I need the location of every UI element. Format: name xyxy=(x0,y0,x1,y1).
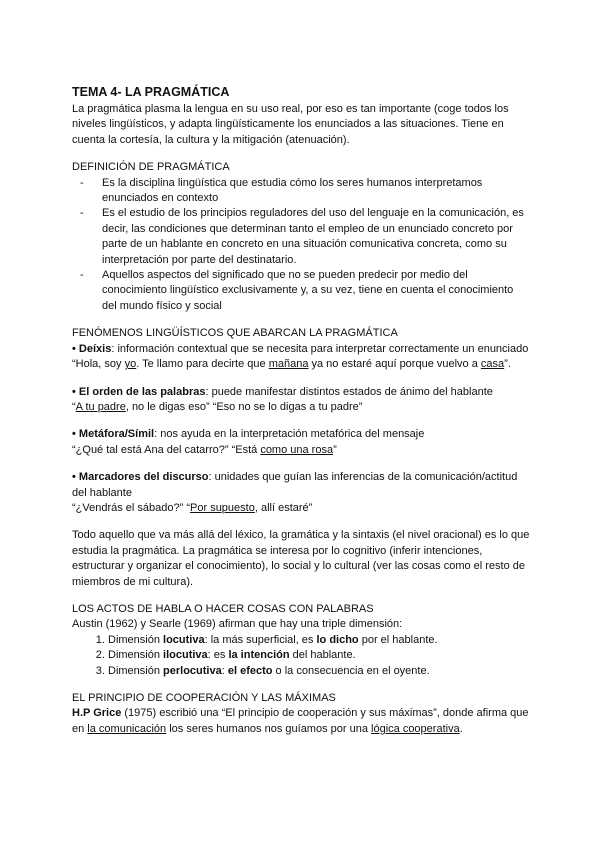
speech-act-item: 1. Dimensión locutiva: la más superficial, es lo dicho por el hablante. xyxy=(108,633,530,648)
speech-act-item: 3. Dimensión perlocutiva: el efecto o la consecuencia en el oyente. xyxy=(108,664,530,679)
order-term: • El orden de las palabras xyxy=(72,385,206,398)
summary-paragraph: Todo aquello que va más allá del léxico, la gramática y la sintaxis (el nivel oracional) es lo que estudia la pragmática. La pragmática se interesa por lo cognitivo (inferir intenciones, estructurar y organizar el conocimiento), lo social y lo cultural (ver las cosas como el resto de miembros de mi cultura). xyxy=(72,529,530,588)
definition-item: - Es la disciplina lingüística que estudia cómo los seres humanos interpretamos enunciados en contexto xyxy=(80,176,530,207)
definition-heading: DEFINICIÓN DE PRAGMÁTICA xyxy=(72,161,230,174)
definition-list xyxy=(72,176,530,315)
metaphor-example: “¿Qué tal está Ana del catarro?” “Está como una rosa” xyxy=(72,443,337,456)
deixis-term: • Deíxis xyxy=(72,342,112,355)
metaphor-term: • Metáfora/Símil xyxy=(72,428,155,441)
phenomena-heading: FENÓMENOS LINGÜÍSTICOS QUE ABARCAN LA PRAGMÁTICA xyxy=(72,327,398,340)
speech-act-item: 2. Dimensión ilocutiva: es la intención del hablante. xyxy=(108,648,530,663)
cooperation-paragraph: H.P Grice (1975) escribió una “El principio de cooperación y sus máximas”, donde afirma que en la comunicación los seres humanos nos guíamos por una lógica cooperativa. xyxy=(72,707,529,735)
speech-acts-intro: Austin (1962) y Searle (1969) afirman que hay una triple dimensión: xyxy=(72,618,403,631)
markers-example: “¿Vendrás el sábado?” “Por supuesto, allí estaré” xyxy=(72,501,313,514)
deixis-definition: • Deíxis: información contextual que se necesita para interpretar correctamente un enunciado xyxy=(72,342,529,355)
order-example: “A tu padre, no le digas eso” “Eso no se lo digas a tu padre” xyxy=(72,400,363,413)
speech-acts-list xyxy=(72,633,530,679)
speech-acts-heading: LOS ACTOS DE HABLA O HACER COSAS CON PALABRAS xyxy=(72,602,374,615)
page-title: TEMA 4- LA PRAGMÁTICA xyxy=(72,85,230,99)
intro-paragraph: La pragmática plasma la lengua en su uso real, por eso es tan importante (coge todos los niveles lingüísticos, y adapta lingüísticamente los enunciados a las situaciones. Tiene en cuenta la cortesía, la cultura y la mitigación (atenuación). xyxy=(72,103,509,146)
metaphor-definition: • Metáfora/Símil: nos ayuda en la interpretación metafórica del mensaje xyxy=(72,428,425,441)
cooperation-heading: EL PRINCIPIO DE COOPERACIÓN Y LAS MÁXIMAS xyxy=(72,692,336,704)
markers-term: • Marcadores del discurso xyxy=(72,471,209,484)
order-definition: • El orden de las palabras: puede manifestar distintos estados de ánimo del hablante xyxy=(72,385,493,398)
markers-definition: • Marcadores del discurso: unidades que guían las inferencias de la comunicación/actitud del hablante xyxy=(72,471,518,499)
deixis-example: “Hola, soy yo. Te llamo para decirte que mañana ya no estaré aquí porque vuelvo a casa”. xyxy=(72,358,511,371)
definition-item: - Aquellos aspectos del significado que no se pueden predecir por medio del conocimiento lingüístico exclusivamente y, a su vez, tiene en cuenta el conocimiento del mundo físico y social xyxy=(80,268,530,314)
definition-item: - Es el estudio de los principios reguladores del uso del lenguaje en la comunicación, es decir, las condiciones que determinan tanto el empleo de un enunciado concreto por parte de un hablante en concreto en una situación comunicativa concreta, como su interpretación por parte del destinatario. xyxy=(80,206,530,268)
